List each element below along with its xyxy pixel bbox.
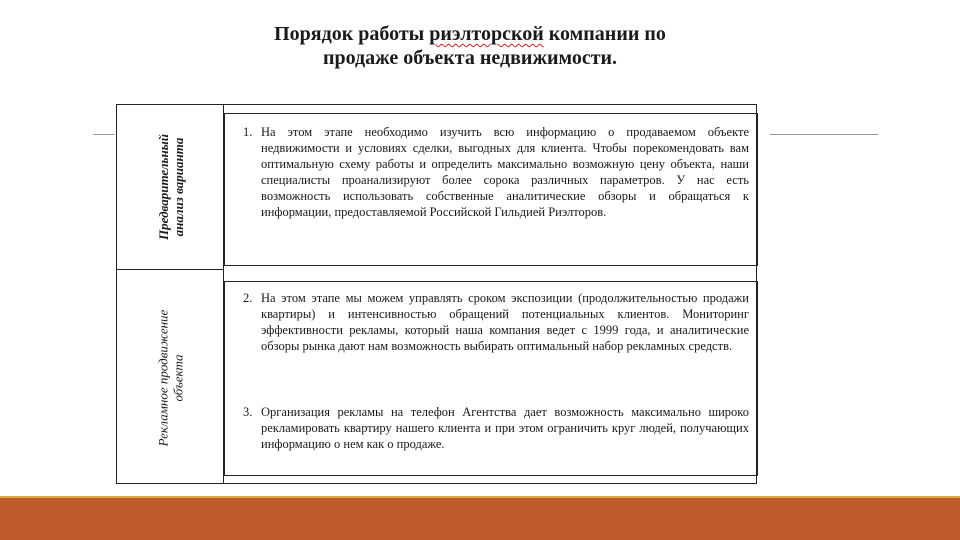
step-item-2: 2. На этом этапе мы можем управлять сроком экспозиции (продолжительностью продажи квартиры) и интенсивностью обращений потенциальных клиентов. Мониторинг эффективности рекламы, который наша компания ведет с 1999 года, и аналитические обзоры рынка дают нам возможность выбирать оптимальный набор рекламных средств. bbox=[243, 291, 749, 353]
decorative-rule-left bbox=[93, 134, 115, 135]
title-line-2: продаже объекта недвижимости. bbox=[322, 47, 618, 69]
footer-bar bbox=[0, 498, 960, 540]
stage-2-description-panel bbox=[224, 281, 758, 476]
slide-title bbox=[150, 22, 790, 70]
decorative-rule-right bbox=[770, 134, 878, 135]
step-item-1: 1. На этом этапе необходимо изучить всю информацию о продаваемом объекте недвижимости и условиях сделки, выгодных для клиента. Чтобы порекомендовать вам оптимальную схему работы и определить максимально возможную цену объекта, наши специалисты проанализируют более сорока различных параметров. У нас есть возможность использовать собственные аналитические обзоры и обращаться к информации, предоставляемой Российской Гильдией Риэлторов. bbox=[243, 125, 749, 219]
spellcheck-flagged-word: риэлторской bbox=[429, 23, 544, 45]
stage-label-preliminary-analysis: Предварительный анализ варианта bbox=[155, 134, 186, 240]
title-line-1: Порядок работы риэлторской компании по bbox=[274, 23, 666, 45]
stage-label-column bbox=[117, 105, 224, 483]
step-item-3: 3. Организация рекламы на телефон Агентства дает возможность максимально широко рекламировать квартиру нашего клиента и при этом ограничить круг людей, получающих информацию о нем как о продаже. bbox=[243, 405, 749, 451]
process-table bbox=[116, 104, 757, 484]
stage-label-advertising-promotion: Рекламное продвижение объекта bbox=[155, 309, 186, 446]
stage-1-description-panel bbox=[224, 113, 758, 266]
